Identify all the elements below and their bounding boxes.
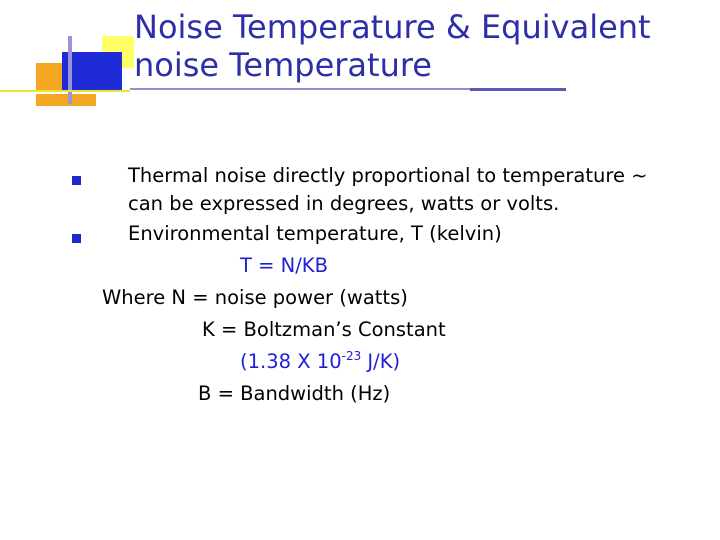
boltzmann-value-suffix: J/K) [361,350,401,373]
bullet-1-line-2: can be expressed in degrees, watts or volts. [128,192,560,215]
boltzmann-value-exponent: -23 [341,349,362,363]
bullet-square-icon [72,234,81,243]
bullet-2-line-1: Environmental temperature, T (kelvin) [128,222,502,245]
bullet-square-icon [72,176,81,185]
boltzmann-value [240,346,400,378]
slide-title [134,8,694,84]
title-underline-accent [470,88,566,91]
logo-orange-bar [36,94,96,106]
bandwidth-line: B = Bandwidth (Hz) [198,382,391,405]
boltzmann-line: K = Boltzman’s Constant [202,318,446,341]
title-line-2: noise Temperature [134,46,432,84]
boltzmann-value-prefix: (1.38 X 10 [240,350,342,373]
formula-line: T = N/KB [240,254,328,277]
title-line-1: Noise Temperature & Equivalent [134,8,651,46]
logo-horizontal-line [0,90,130,92]
where-line: Where N = noise power (watts) [102,286,408,309]
logo-vertical-bar [68,36,72,104]
bullet-1-line-1: Thermal noise directly proportional to temperature ~ [128,164,648,187]
